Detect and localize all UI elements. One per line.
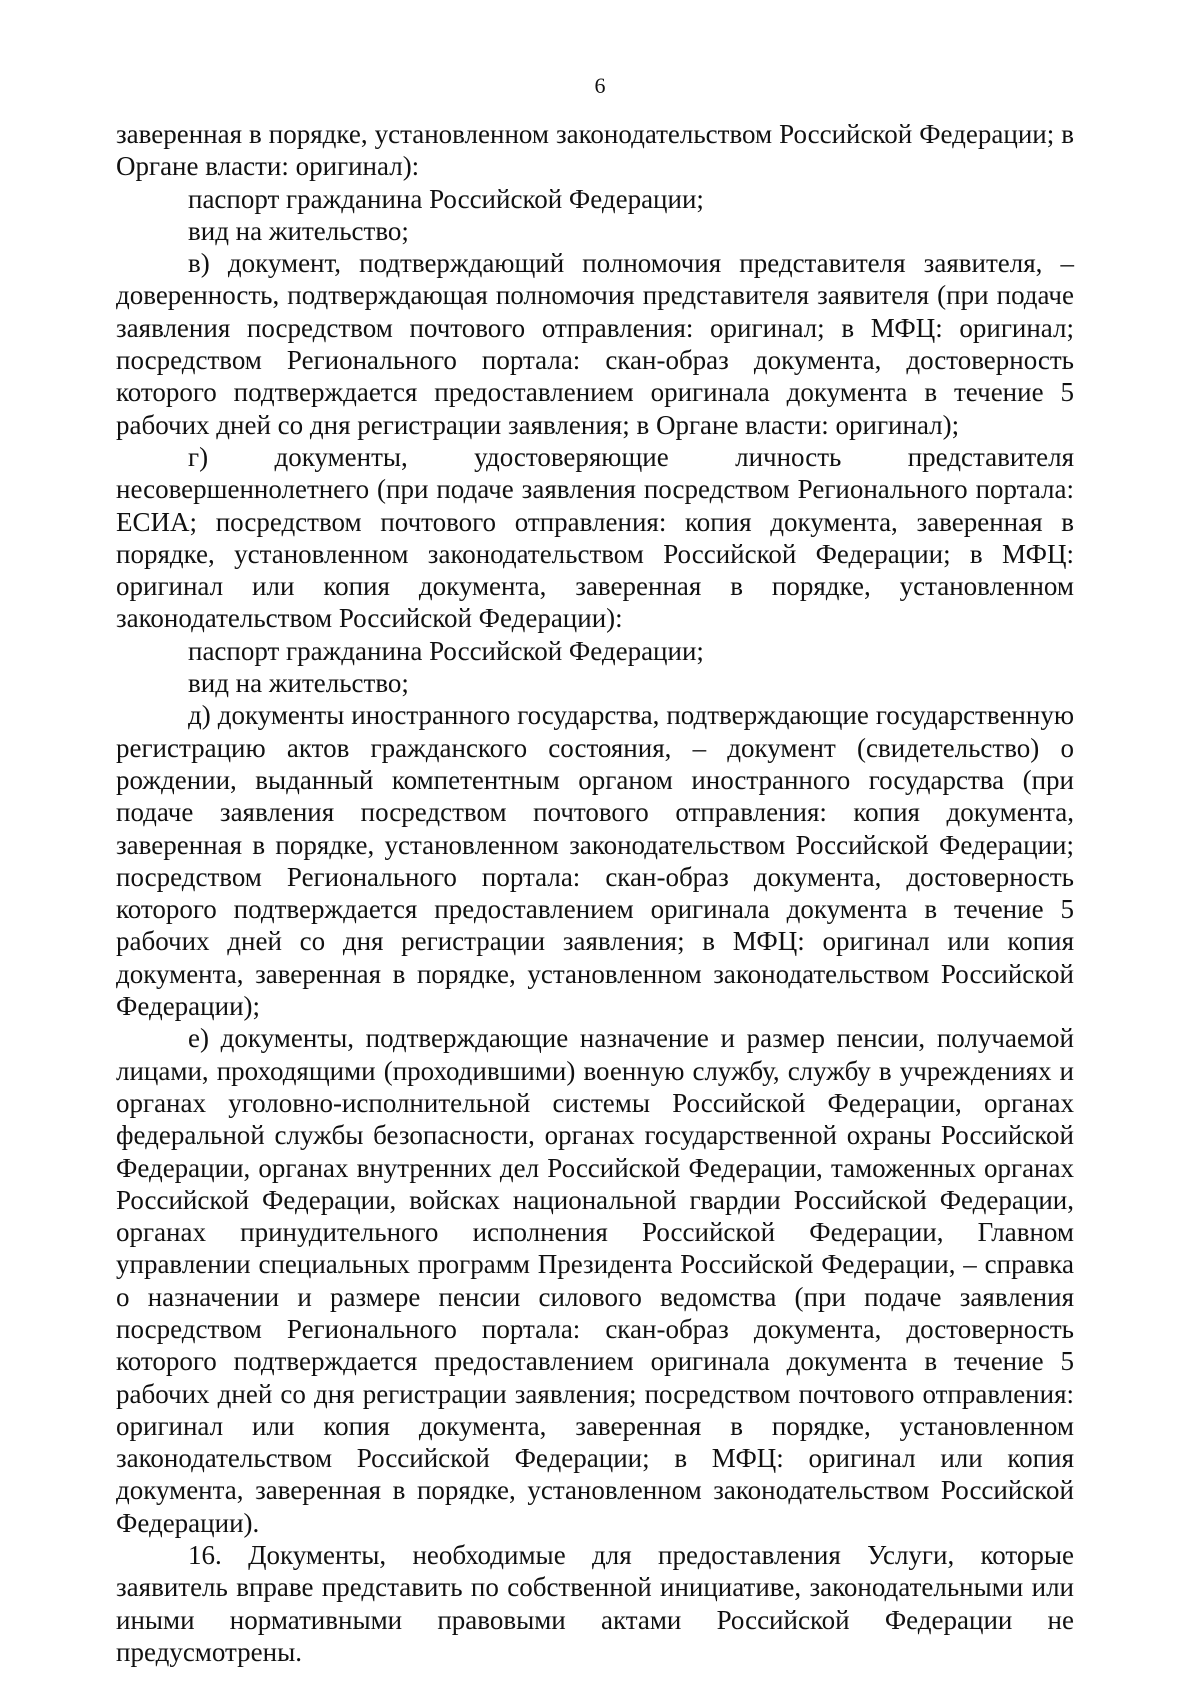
paragraph: паспорт гражданина Российской Федерации; (188, 635, 704, 666)
paragraph: д) документы иностранного государства, подтверждающие государственную регистрацию актов гражданского состояния, – документ (свидетельство) о рождении, выданный компетентным органом иностранного государства (при подаче заявления посредством почтового отправления: копия документа, заверенная в порядке, установленном законодательством Российской Федерации; посредством Регионального портала: скан-образ документа, достоверность которого подтверждается предоставлением оригинала документа в течение 5 рабочих дней со дня регистрации заявления; в МФЦ: оригинал или копия документа, заверенная в порядке, установленном законодательством Российской Федерации); (116, 700, 1074, 1022)
page-number: 6 (594, 73, 606, 98)
document-body (116, 118, 1074, 1668)
paragraph: паспорт гражданина Российской Федерации; (188, 183, 704, 214)
paragraph: заверенная в порядке, установленном законодательством Российской Федерации; в Органе власти: оригинал): (116, 119, 1074, 182)
paragraph: вид на жительство; (188, 215, 409, 246)
paragraph: г) документы, удостоверяющие личность представителя несовершеннолетнего (при подаче заявления посредством Регионального портала: ЕСИА; посредством почтового отправления: копия документа, заверенная в порядке, установленном законодательством Российской Федерации; в МФЦ: оригинал или копия документа, заверенная в порядке, установленном законодательством Российской Федерации): (116, 441, 1074, 634)
paragraph: в) документ, подтверждающий полномочия представителя заявителя, – доверенность, подтверждающая полномочия представителя заявителя (при подаче заявления посредством почтового отправления: оригинал; в МФЦ: оригинал; посредством Регионального портала: скан-образ документа, достоверность которого подтверждается предоставлением оригинала документа в течение 5 рабочих дней со дня регистрации заявления; в Органе власти: оригинал); (116, 248, 1074, 440)
paragraph: 16. Документы, необходимые для предоставления Услуги, которые заявитель вправе представить по собственной инициативе, законодательными или иными нормативными правовыми актами Российской Федерации не предусмотрены. (116, 1540, 1074, 1667)
paragraph: е) документы, подтверждающие назначение и размер пенсии, получаемой лицами, проходящими (проходившими) военную службу, службу в учреждениях и органах уголовно-исполнительной системы Российской Федерации, органах федеральной службы безопасности, органах государственной охраны Российской Федерации, органах внутренних дел Российской Федерации, таможенных органах Российской Федерации, войсках национальной гвардии Российской Федерации, органах принудительного исполнения Российской Федерации, Главном управлении специальных программ Президента Российской Федерации, – справка о назначении и размере пенсии силового ведомства (при подаче заявления посредством Регионального портала: скан-образ документа, достоверность которого подтверждается предоставлением оригинала документа в течение 5 рабочих дней со дня регистрации заявления; посредством почтового отправления: оригинал или копия документа, заверенная в порядке, установленном законодательством Российской Федерации; в МФЦ: оригинал или копия документа, заверенная в порядке, установленном законодательством Российской Федерации). (116, 1023, 1074, 1538)
paragraph: вид на жительство; (188, 668, 409, 699)
